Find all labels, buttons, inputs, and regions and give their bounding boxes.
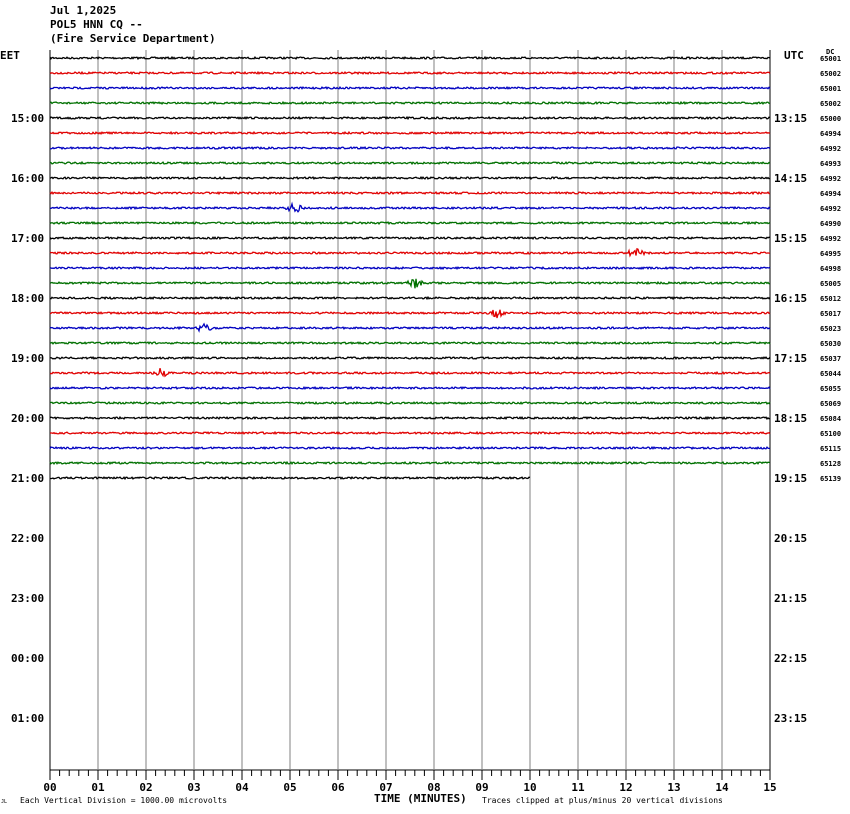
dc-label: DC — [826, 48, 835, 56]
left-hour-label: 18:00 — [11, 292, 45, 305]
x-tick-label: 04 — [235, 781, 249, 794]
seismic-trace — [50, 132, 770, 134]
seismic-trace — [50, 102, 770, 104]
trace-dc-offset: 65012 — [820, 295, 842, 303]
trace-dc-offset: 65030 — [820, 340, 842, 348]
footer-clip-note: Traces clipped at plus/minus 20 vertical divisions — [482, 796, 723, 805]
left-hour-label: 23:00 — [11, 592, 45, 605]
seismic-trace — [50, 192, 770, 194]
seismic-trace — [50, 310, 770, 318]
x-tick-label: 12 — [619, 781, 633, 794]
trace-dc-offset: 65069 — [820, 400, 842, 408]
trace-dc-offset: 65001 — [820, 55, 842, 63]
left-hour-label: 20:00 — [11, 412, 45, 425]
seismic-trace — [50, 279, 770, 289]
seismic-trace — [50, 402, 770, 404]
seismic-trace — [50, 324, 770, 331]
seismic-trace — [50, 204, 770, 212]
seismic-trace — [50, 72, 770, 74]
x-tick-label: 08 — [427, 781, 441, 794]
seismic-trace — [50, 267, 770, 269]
left-hour-label: 17:00 — [11, 232, 45, 245]
seismic-trace — [50, 237, 770, 239]
footer-scale-note: Each Vertical Division = 1000.00 microvolts — [20, 796, 228, 805]
right-hour-label: 19:15 — [774, 472, 808, 485]
x-tick-label: 02 — [139, 781, 153, 794]
right-hour-label: 23:15 — [774, 712, 808, 725]
trace-dc-offset: 64994 — [820, 130, 842, 138]
trace-dc-offset: 64992 — [820, 235, 842, 243]
x-tick-label: 15 — [763, 781, 777, 794]
left-hour-label: 01:00 — [11, 712, 45, 725]
left-hour-label: 21:00 — [11, 472, 45, 485]
x-tick-label: 10 — [523, 781, 537, 794]
trace-dc-offset: 65000 — [820, 115, 842, 123]
trace-dc-offset: 64998 — [820, 265, 842, 273]
right-hour-label: 14:15 — [774, 172, 808, 185]
right-hour-label: 17:15 — [774, 352, 808, 365]
x-tick-label: 13 — [667, 781, 681, 794]
trace-dc-offset: 65044 — [820, 370, 842, 378]
trace-dc-offset: 65001 — [820, 85, 842, 93]
left-hour-label: 15:00 — [11, 112, 45, 125]
seismic-trace — [50, 368, 770, 376]
trace-dc-offset: 65017 — [820, 310, 842, 318]
trace-dc-offset: 65100 — [820, 430, 842, 438]
trace-dc-offset: 65128 — [820, 460, 842, 468]
x-tick-label: 07 — [379, 781, 393, 794]
left-timezone-label: EET — [0, 49, 20, 62]
trace-dc-offset: 64992 — [820, 145, 842, 153]
seismic-trace — [50, 162, 770, 164]
left-hour-label: 16:00 — [11, 172, 45, 185]
right-hour-label: 20:15 — [774, 532, 808, 545]
seismic-trace — [50, 447, 770, 449]
seismic-trace — [50, 297, 770, 299]
right-hour-label: 15:15 — [774, 232, 808, 245]
x-axis-title: TIME (MINUTES) — [374, 792, 467, 805]
left-hour-label: 00:00 — [11, 652, 45, 665]
trace-dc-offset: 64992 — [820, 205, 842, 213]
right-timezone-label: UTC — [784, 49, 804, 62]
trace-dc-offset: 65005 — [820, 280, 842, 288]
footer-mark: JL — [1, 799, 8, 805]
right-hour-label: 18:15 — [774, 412, 808, 425]
x-tick-label: 14 — [715, 781, 729, 794]
right-hour-label: 22:15 — [774, 652, 808, 665]
left-hour-label: 19:00 — [11, 352, 45, 365]
x-tick-label: 11 — [571, 781, 585, 794]
x-tick-label: 00 — [43, 781, 57, 794]
trace-dc-offset: 64994 — [820, 190, 842, 198]
seismic-trace — [50, 117, 770, 119]
trace-dc-offset: 65115 — [820, 445, 842, 453]
seismic-trace — [50, 342, 770, 344]
right-hour-label: 21:15 — [774, 592, 808, 605]
trace-dc-offset: 65055 — [820, 385, 842, 393]
left-hour-label: 22:00 — [11, 532, 45, 545]
x-tick-label: 09 — [475, 781, 489, 794]
trace-dc-offset: 65037 — [820, 355, 842, 363]
trace-dc-offset: 65002 — [820, 70, 842, 78]
seismic-trace — [50, 87, 770, 89]
seismic-trace — [50, 432, 770, 434]
seismic-trace — [50, 387, 770, 389]
trace-dc-offset: 64995 — [820, 250, 842, 258]
trace-dc-offset: 65139 — [820, 475, 842, 483]
seismic-trace — [50, 462, 770, 464]
seismic-trace — [50, 357, 770, 359]
header-station: POL5 HNN CQ -- — [50, 18, 143, 31]
seismic-trace — [50, 57, 770, 59]
x-tick-label: 01 — [91, 781, 105, 794]
header-department: (Fire Service Department) — [50, 32, 216, 45]
x-tick-label: 03 — [187, 781, 201, 794]
trace-dc-offset: 64992 — [820, 175, 842, 183]
right-hour-label: 16:15 — [774, 292, 808, 305]
seismic-trace — [50, 417, 770, 419]
trace-dc-offset: 65084 — [820, 415, 842, 423]
trace-dc-offset: 64990 — [820, 220, 842, 228]
x-tick-label: 06 — [331, 781, 345, 794]
x-tick-label: 05 — [283, 781, 297, 794]
seismic-trace — [50, 177, 770, 179]
seismic-trace — [50, 222, 770, 224]
trace-dc-offset: 65023 — [820, 325, 842, 333]
right-hour-label: 13:15 — [774, 112, 808, 125]
header-date: Jul 1,2025 — [50, 4, 117, 17]
seismic-trace — [50, 249, 770, 256]
trace-dc-offset: 64993 — [820, 160, 842, 168]
seismic-trace — [50, 147, 770, 149]
trace-dc-offset: 65002 — [820, 100, 842, 108]
